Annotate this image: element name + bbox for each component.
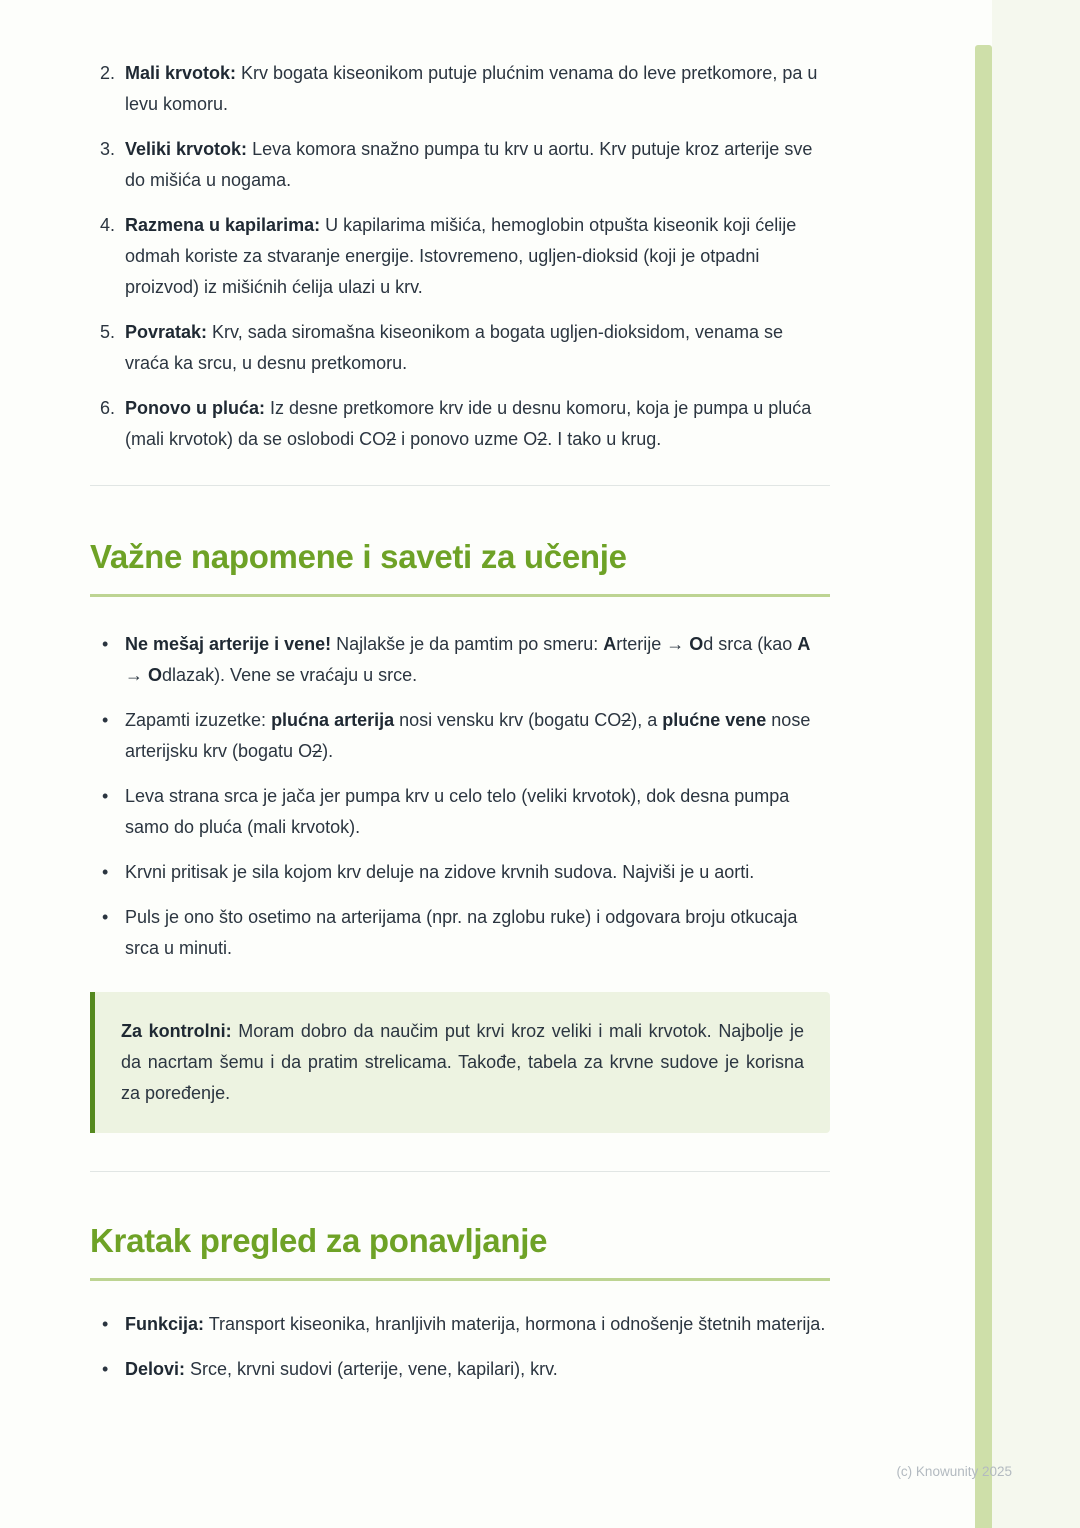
- bullet-dot: •: [102, 1314, 109, 1334]
- callout-text: [121, 1016, 804, 1109]
- study-tip-callout: [90, 992, 830, 1133]
- notes-content: [90, 0, 830, 1385]
- list-item: [90, 857, 830, 888]
- bullet-dot: •: [102, 1359, 109, 1379]
- list-number: 3.: [100, 139, 116, 159]
- bullet-dot: •: [102, 907, 109, 927]
- bullet-dot: •: [102, 634, 109, 654]
- list-item: [90, 629, 830, 691]
- list-item-text: Puls je ono što osetimo na arterijama (npr. na zglobu ruke) i odgovara broju otkucaja srca u minuti.: [125, 907, 798, 958]
- bullet-dot: •: [102, 862, 109, 882]
- bullet-dot: •: [102, 786, 109, 806]
- tips-heading: Važne napomene i saveti za učenje: [90, 536, 830, 597]
- list-number: 6.: [100, 398, 116, 418]
- list-item: [90, 1354, 830, 1385]
- footer-credit: (c) Knowunity 2025: [896, 1464, 1012, 1479]
- list-item-text: Leva strana srca je jača jer pumpa krv u celo telo (veliki krvotok), dok desna pumpa samo do pluća (mali krvotok).: [125, 786, 790, 837]
- callout-lead: Za kontrolni:: [121, 1021, 232, 1041]
- list-item: [90, 781, 830, 843]
- side-stripe-decoration: [975, 45, 992, 1528]
- section-divider: [90, 485, 830, 486]
- section-tips: [90, 536, 830, 1133]
- section-divider: [90, 1171, 830, 1172]
- list-item-text: Zapamti izuzetke: plućna arterija nosi vensku krv (bogatu CO2), a plućne vene nose arterijsku krv (bogatu O2).: [125, 710, 811, 761]
- review-bullet-list: [90, 1309, 830, 1385]
- list-item-text: Mali krvotok: Krv bogata kiseonikom putuje plućnim venama do leve pretkomore, pa u levu komoru.: [125, 63, 818, 114]
- right-margin-band: [992, 0, 1080, 1528]
- list-item-text: Veliki krvotok: Leva komora snažno pumpa tu krv u aortu. Krv putuje kroz arterije sve do mišića u nogama.: [125, 139, 813, 190]
- tips-bullet-list: [90, 629, 830, 964]
- list-item-text: Funkcija: Transport kiseonika, hranljivih materija, hormona i odnošenje štetnih materija.: [125, 1314, 826, 1334]
- bullet-dot: •: [102, 710, 109, 730]
- list-number: 5.: [100, 322, 116, 342]
- list-item-text: Ne mešaj arterije i vene! Najlakše je da pamtim po smeru: Arterije → Od srca (kao A → Odlazak). Vene se vraćaju u srce.: [125, 634, 811, 685]
- list-item: [90, 393, 830, 455]
- list-item: [90, 1309, 830, 1340]
- list-item-text: Ponovo u pluća: Iz desne pretkomore krv ide u desnu komoru, koja je pumpa u pluća (mali krvotok) da se oslobodi CO2 i ponovo uzme O2. I tako u krug.: [125, 398, 812, 449]
- list-item: [90, 902, 830, 964]
- section-review: [90, 1220, 830, 1385]
- list-item-text: Delovi: Srce, krvni sudovi (arterije, vene, kapilari), krv.: [125, 1359, 558, 1379]
- list-number: 4.: [100, 215, 116, 235]
- circulation-steps-list: [90, 58, 830, 455]
- list-item-text: Povratak: Krv, sada siromašna kiseonikom a bogata ugljen-dioksidom, venama se vraća ka srcu, u desnu pretkomoru.: [125, 322, 784, 373]
- list-item-text: Razmena u kapilarima: U kapilarima mišića, hemoglobin otpušta kiseonik koji ćelije odmah koriste za stvaranje energije. Istovremeno, ugljen-dioksid (koji je otpadni proizvod) iz mišićnih ćelija ulazi u krv.: [125, 215, 797, 297]
- list-item: [90, 210, 830, 303]
- list-item-text: Krvni pritisak je sila kojom krv deluje na zidove krvnih sudova. Najviši je u aorti.: [125, 862, 755, 882]
- list-item: [90, 317, 830, 379]
- list-item: [90, 705, 830, 767]
- list-number: 2.: [100, 63, 116, 83]
- callout-body: Moram dobro da naučim put krvi kroz veliki i mali krvotok. Najbolje je da nacrtam šemu i da pratim strelicama. Takođe, tabela za krvne sudove je korisna za poređenje.: [121, 1021, 804, 1103]
- list-item: [90, 58, 830, 120]
- review-heading: Kratak pregled za ponavljanje: [90, 1220, 830, 1281]
- list-item: [90, 134, 830, 196]
